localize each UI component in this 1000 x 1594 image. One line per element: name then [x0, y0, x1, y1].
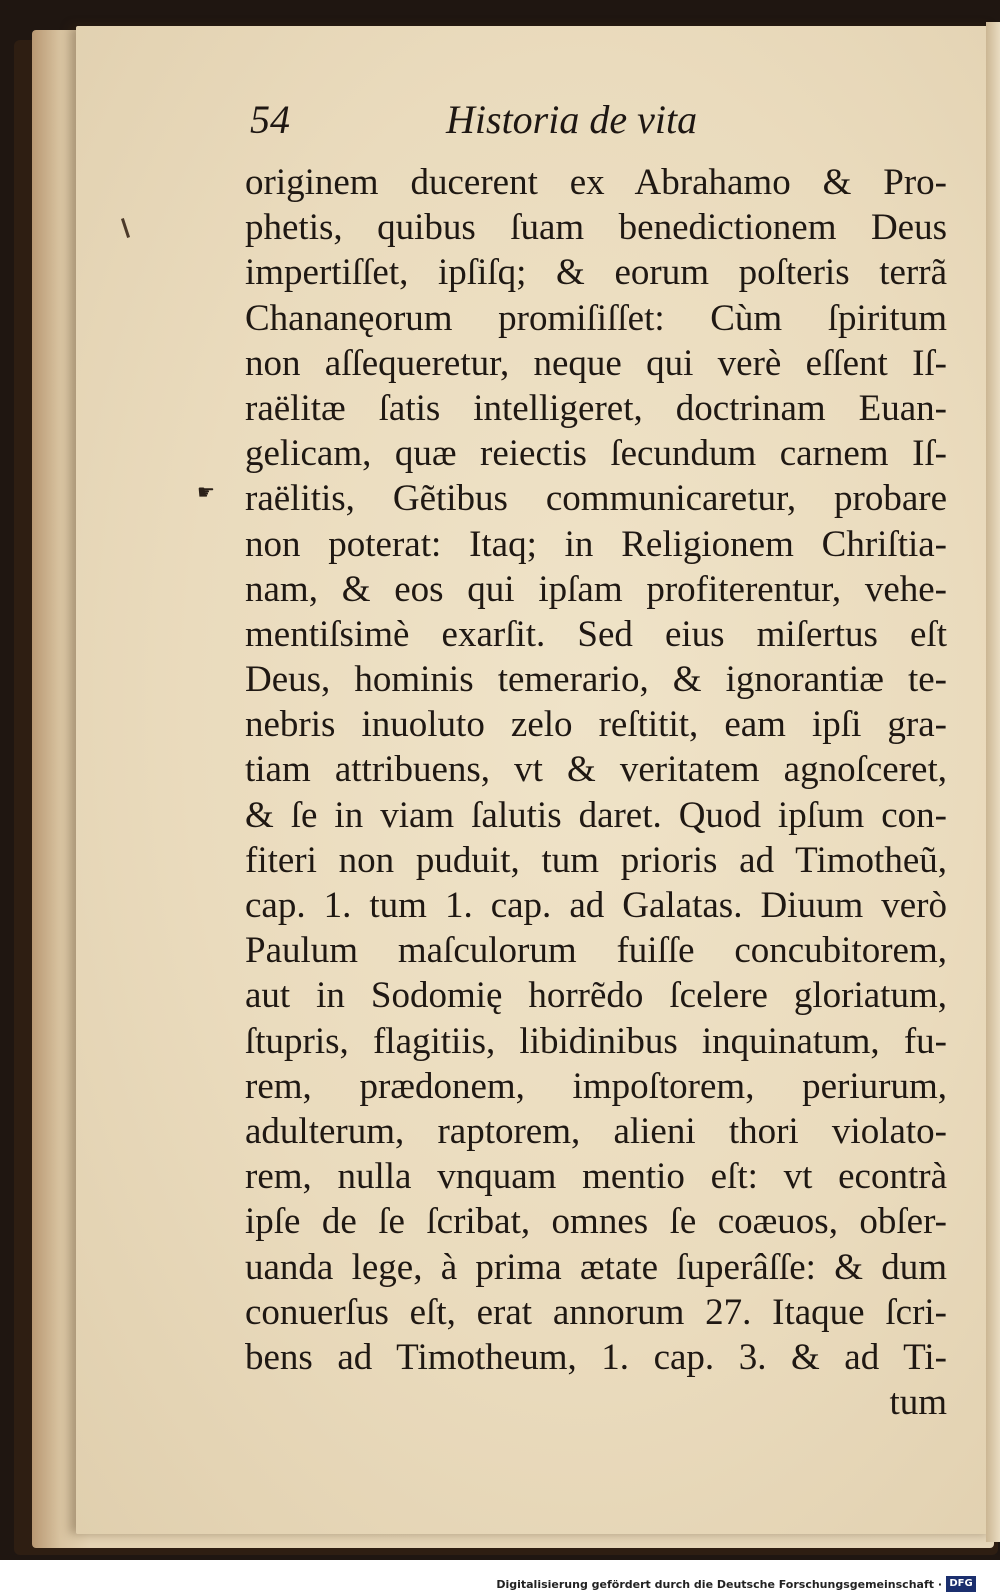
- page-number: 54: [250, 97, 290, 142]
- text-line: raëlitis, Gẽtibus communicaretur, probare: [245, 478, 947, 520]
- text-line: non aſſequeretur, neque qui verè eſſent Iſ-: [245, 342, 947, 384]
- text-line: uanda lege, à prima ætate ſuperâſſe: & dum: [245, 1246, 947, 1288]
- text-line: rem, nulla vnquam mentio eſt: vt econtrà: [245, 1156, 947, 1198]
- text-line: Chananęorum promiſiſſet: Cùm ſpiritum: [245, 297, 947, 339]
- text-line: fiteri non puduit, tum prioris ad Timotheũ,: [245, 839, 947, 881]
- text-line: gelicam, quæ reiectis ſecundum carnem Iſ-: [245, 433, 947, 475]
- running-head-title: Historia de vita: [446, 97, 698, 142]
- catchword: tum: [889, 1382, 947, 1424]
- text-line: Paulum maſculorum fuiſſe concubitorem,: [245, 930, 947, 972]
- text-line: ſtupris, flagitiis, libidinibus inquinatum, fu-: [245, 1020, 947, 1062]
- text-line: tiam attribuens, vt & veritatem agnoſceret,: [245, 749, 947, 791]
- text-line: ipſe de ſe ſcribat, omnes ſe coæuos, obſer-: [245, 1201, 947, 1243]
- margin-manicule-icon: ☛: [197, 480, 215, 504]
- text-line: cap. 1. tum 1. cap. ad Galatas. Diuum verò: [245, 885, 947, 926]
- dfg-logo-icon[interactable]: DFG: [946, 1576, 976, 1592]
- text-line: impertiſſet, ipſiſq; & eorum poſteris terrã: [245, 252, 947, 294]
- text-line: phetis, quibus ſuam benedictionem Deus: [245, 207, 947, 249]
- footer-credit[interactable]: Digitalisierung gefördert durch die Deutsche Forschungsgemeinschaft ·: [496, 1578, 942, 1591]
- text-line: raëlitæ ſatis intelligeret, doctrinam Euan-: [245, 387, 947, 429]
- text-line: nebris inuoluto zelo reſtitit, eam ipſi gra-: [245, 704, 947, 746]
- text-line: adulterum, raptorem, alieni thori violato-: [245, 1110, 947, 1152]
- text-line: originem ducerent ex Abrahamo & Pro-: [245, 162, 947, 203]
- body-text: [245, 160, 947, 1425]
- text-line: conuerſus eſt, erat annorum 27. Itaque ſcri-: [245, 1291, 947, 1333]
- text-line: nam, & eos qui ipſam profiterentur, vehe-: [245, 568, 947, 610]
- text-line: non poterat: Itaq; in Religionem Chriſtia-: [245, 523, 947, 565]
- text-line: bens ad Timotheum, 1. cap. 3. & ad Ti-: [245, 1336, 947, 1378]
- running-head: [250, 96, 710, 152]
- text-line: rem, prædonem, impoſtorem, periurum,: [245, 1065, 947, 1107]
- text-line: & ſe in viam ſalutis daret. Quod ipſum con-: [245, 794, 947, 836]
- page-fore-edge: [986, 22, 1000, 1542]
- text-line: Deus, hominis temerario, & ignorantiæ te-: [245, 659, 947, 701]
- text-line: mentiſsimè exarſit. Sed eius miſertus eſt: [245, 613, 947, 655]
- text-line: aut in Sodomię horrẽdo ſcelere gloriatum,: [245, 975, 947, 1017]
